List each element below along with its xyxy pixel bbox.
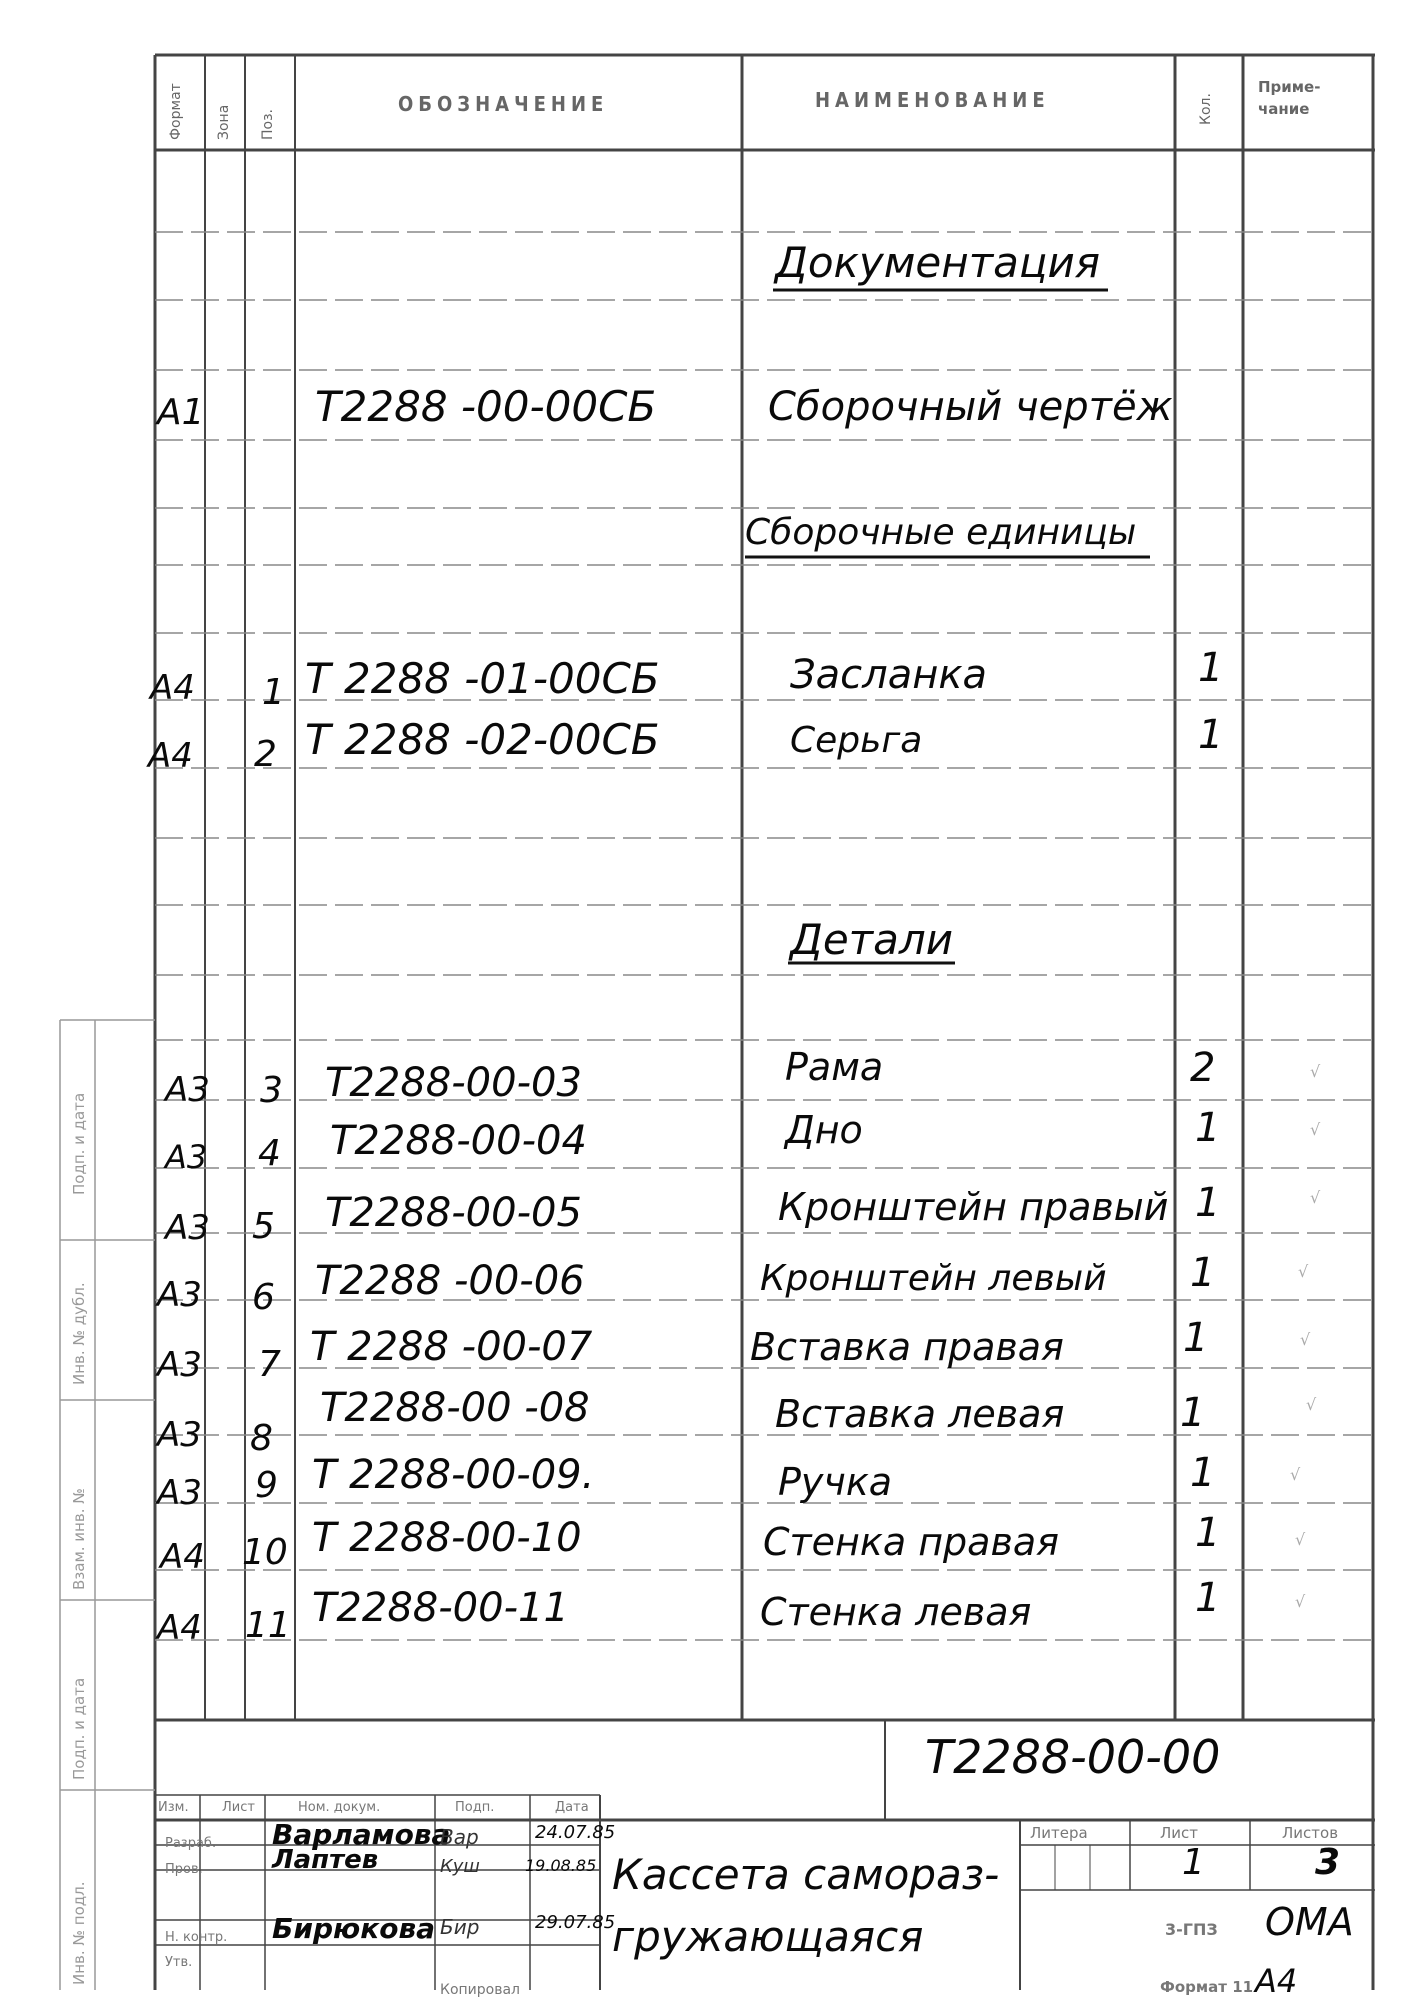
row-name: Кронштейн левый bbox=[760, 1258, 1107, 1299]
row-name: Засланка bbox=[790, 652, 988, 698]
row-qty: 1 bbox=[1198, 712, 1224, 758]
row-pos: 6 bbox=[252, 1277, 275, 1318]
header-zone: Зона bbox=[216, 104, 232, 140]
copied-label: Копировал bbox=[440, 1982, 520, 1998]
row-designation: Т2288 -00-06 bbox=[315, 1258, 585, 1304]
role-razrab: Разраб. bbox=[165, 1836, 217, 1851]
row-format: А3 bbox=[165, 1070, 210, 1110]
check-mark-icon: √ bbox=[1298, 1262, 1309, 1281]
norm-control-signature: Бир bbox=[440, 1915, 480, 1939]
header-pos: Поз. bbox=[260, 109, 276, 140]
row-format: А1 bbox=[157, 392, 205, 433]
row-designation: Т 2288 -01-00СБ bbox=[305, 654, 660, 703]
row-name: Вставка правая bbox=[750, 1325, 1064, 1369]
norm-date: 29.07.85 bbox=[535, 1912, 616, 1933]
row-format: А4 bbox=[160, 1537, 205, 1577]
developer-date: 24.07.85 bbox=[535, 1822, 616, 1843]
col-doc-no: Ном. докум. bbox=[298, 1800, 381, 1815]
doc-number: Т2288-00-00 bbox=[925, 1730, 1221, 1784]
row-format: А3 bbox=[157, 1345, 202, 1385]
check-mark-icon: √ bbox=[1306, 1395, 1317, 1414]
developer-name: Варламова bbox=[272, 1818, 451, 1851]
section-parts: Детали bbox=[790, 915, 953, 964]
row-pos: 5 bbox=[252, 1206, 275, 1247]
col-izm: Изм. bbox=[158, 1800, 189, 1815]
side-inv-orig: Инв. № подл. bbox=[70, 1881, 88, 1985]
row-designation: Т2288-00-11 bbox=[312, 1585, 569, 1631]
row-qty: 1 bbox=[1183, 1315, 1209, 1361]
row-designation: Т2288-00-03 bbox=[325, 1060, 582, 1106]
row-name: Кронштейн правый bbox=[778, 1185, 1169, 1229]
section-assembly-units: Сборочные единицы bbox=[745, 512, 1137, 553]
org-code: 3-ГПЗ bbox=[1165, 1920, 1218, 1939]
check-mark-icon: √ bbox=[1310, 1120, 1321, 1139]
row-pos: 4 bbox=[258, 1133, 281, 1174]
header-note-2: чание bbox=[1258, 100, 1310, 118]
row-name: Серьга bbox=[790, 720, 923, 761]
row-name: Ручка bbox=[778, 1460, 893, 1504]
sheet-number: 1 bbox=[1182, 1842, 1205, 1883]
header-designation: ОБОЗНАЧЕНИЕ bbox=[398, 92, 609, 116]
row-format: А3 bbox=[165, 1208, 210, 1248]
role-prov: Пров. bbox=[165, 1862, 203, 1877]
norm-control-name: Бирюкова bbox=[272, 1912, 436, 1945]
row-name: Вставка левая bbox=[775, 1392, 1065, 1436]
check-mark-icon: √ bbox=[1300, 1330, 1311, 1349]
check-mark-icon: √ bbox=[1290, 1465, 1301, 1484]
check-mark-icon: √ bbox=[1295, 1530, 1306, 1549]
row-designation: Т2288-00-05 bbox=[325, 1190, 582, 1236]
header-qty: Кол. bbox=[1198, 93, 1214, 125]
header-note-1: Приме- bbox=[1258, 78, 1321, 96]
row-format: А4 bbox=[157, 1608, 202, 1648]
row-format: А3 bbox=[157, 1415, 202, 1455]
row-designation: Т2288-00-04 bbox=[330, 1118, 587, 1164]
check-mark-icon: √ bbox=[1295, 1592, 1306, 1611]
row-designation: Т 2288 -00-07 bbox=[310, 1324, 593, 1370]
row-designation: Т 2288 -02-00СБ bbox=[305, 715, 660, 764]
row-format: А3 bbox=[165, 1138, 208, 1176]
side-inv-dupl: Инв. № дубл. bbox=[70, 1282, 88, 1385]
col-list: Лист bbox=[222, 1800, 255, 1815]
row-pos: 8 bbox=[250, 1418, 273, 1459]
row-qty: 1 bbox=[1190, 1450, 1216, 1496]
row-pos: 2 bbox=[254, 734, 277, 775]
format-value: А4 bbox=[1255, 1962, 1298, 2000]
litera-label: Литера bbox=[1030, 1824, 1088, 1842]
checker-name: Лаптев bbox=[272, 1845, 379, 1875]
row-designation: Т2288 -00-00СБ bbox=[315, 382, 657, 431]
sheets-label: Листов bbox=[1282, 1824, 1339, 1842]
title-line-1: Кассета самораз- bbox=[612, 1850, 1000, 1899]
row-designation: Т 2288-00-09. bbox=[312, 1452, 595, 1498]
role-utv: Утв. bbox=[165, 1955, 193, 1970]
checker-signature: Куш bbox=[440, 1856, 480, 1877]
row-format: А4 bbox=[148, 736, 193, 776]
row-qty: 1 bbox=[1195, 1575, 1221, 1621]
row-format: А3 bbox=[157, 1275, 202, 1315]
row-qty: 1 bbox=[1190, 1250, 1216, 1296]
developer-signature: Вар bbox=[440, 1825, 479, 1849]
org-name: ОМА bbox=[1265, 1900, 1354, 1944]
sheet-label: Лист bbox=[1160, 1824, 1199, 1842]
row-qty: 1 bbox=[1180, 1390, 1206, 1436]
check-mark-icon: √ bbox=[1310, 1062, 1321, 1081]
row-qty: 1 bbox=[1195, 1105, 1221, 1151]
row-name: Стенка левая bbox=[760, 1590, 1032, 1634]
row-pos: 10 bbox=[242, 1532, 288, 1573]
section-documentation: Документация bbox=[775, 238, 1101, 287]
check-mark-icon: √ bbox=[1310, 1188, 1321, 1207]
row-format: А3 bbox=[157, 1473, 202, 1513]
header-format: Формат bbox=[168, 83, 184, 140]
format-label: Формат 11 bbox=[1160, 1978, 1254, 1996]
col-date: Дата bbox=[555, 1800, 589, 1815]
checker-date: 19.08.85 bbox=[525, 1856, 597, 1875]
row-pos: 9 bbox=[255, 1465, 278, 1506]
row-name: Дно bbox=[785, 1108, 863, 1152]
sheets-count: 3 bbox=[1315, 1842, 1341, 1883]
side-vzam-inv: Взам. инв. № bbox=[70, 1488, 88, 1590]
header-name: НАИМЕНОВАНИЕ bbox=[815, 88, 1050, 112]
col-sign: Подп. bbox=[455, 1800, 495, 1815]
row-qty: 1 bbox=[1195, 1180, 1221, 1226]
row-name: Сборочный чертёж bbox=[768, 384, 1173, 430]
row-name: Стенка правая bbox=[763, 1520, 1060, 1564]
side-sign-date-2: Подп. и дата bbox=[70, 1677, 88, 1780]
row-qty: 2 bbox=[1190, 1045, 1216, 1091]
row-designation: Т 2288-00-10 bbox=[312, 1515, 582, 1561]
side-sign-date-1: Подп. и дата bbox=[70, 1092, 88, 1195]
row-designation: Т2288-00 -08 bbox=[320, 1385, 590, 1431]
title-line-2: гружающаяся bbox=[612, 1912, 924, 1961]
row-pos: 1 bbox=[262, 672, 285, 713]
row-format: А4 bbox=[150, 668, 195, 708]
row-pos: 3 bbox=[260, 1070, 283, 1111]
row-name: Рама bbox=[785, 1045, 884, 1089]
row-qty: 1 bbox=[1198, 645, 1224, 691]
row-pos: 11 bbox=[245, 1605, 291, 1646]
row-pos: 7 bbox=[258, 1344, 281, 1385]
row-qty: 1 bbox=[1195, 1510, 1221, 1556]
role-nkontr: Н. контр. bbox=[165, 1930, 228, 1945]
